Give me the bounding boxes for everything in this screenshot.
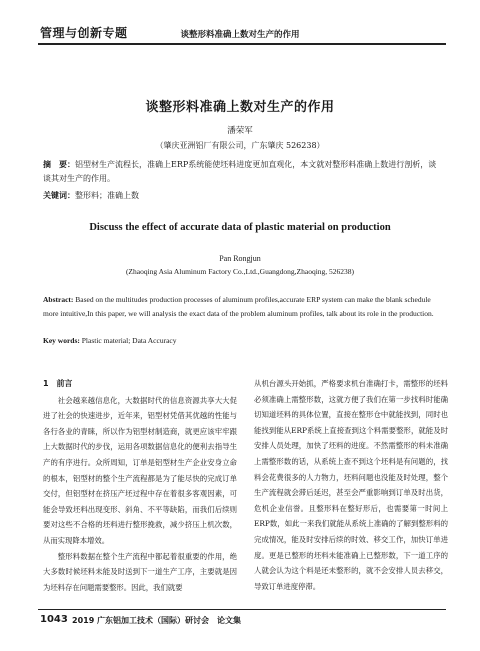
body-paragraph: 社会越来越信息化，大数据时代的信息资源共享大大促进了社会的快速进步，近年来，铝型材凭借其优越的性能与各行各业的青睐，所以作为铝型材制造商，就更应该牢牢跟上大数据时代的步伐，运用各项数据信息化的便利去指导生产的有序进行。众所周知，订单是铝型材生产企业安身立命的根本，铝型材的整个生产流程都是为了能尽快的完成订单交付，但铝型材在挤压产坯过程中存在着很多客观因素，可能会导致坯料出现变形、斜角、不平等缺陷，而我们后续则要对这些不合格的坯料进行整形挽救，减少挤压上机次数，从而实现降本增效。 [43, 395, 237, 545]
keywords-en-text: Plastic material; Data Accuracy [79, 336, 177, 345]
section-heading-intro: 1 前言 [43, 379, 73, 388]
paper-title-en: Discuss the effect of accurate data of plastic material on production [89, 222, 391, 233]
keywords-en [43, 334, 443, 347]
keywords-cn-label: 关键词： [43, 191, 75, 200]
body-column-right [254, 376, 448, 594]
abstract-en-label: Abstract: [43, 295, 74, 304]
footer-conference: 2019 广东铝加工技术（国际）研讨会 论文集 [72, 616, 242, 625]
affiliation-cn: （肇庆亚洲铝厂有限公司，广东肇庆 526238） [155, 141, 325, 150]
body-column-left [43, 376, 237, 595]
page-number: 1043 [40, 614, 68, 625]
header-section-label: 管理与创新专题 [40, 26, 128, 40]
keywords-cn-text: 整形料；准确上数 [75, 191, 139, 200]
paper-title-cn: 谈整形料准确上数对生产的作用 [145, 100, 335, 115]
affiliation-en: (Zhaoqing Asia Aluminum Factory Co.,Ltd.,Guangdong,Zhaoqing, 526238) [125, 267, 355, 276]
author-en: Pan Rongjun [219, 254, 261, 263]
abstract-cn-text: 铝型材生产流程长，准确上ERP系统能使坯料进度更加直观化，本文就对整形料准确上数进行剖析，谈谈其对生产的作用。 [43, 160, 437, 183]
header-running-title: 谈整形料准确上数对生产的作用 [180, 30, 300, 40]
body-paragraph: 从机台源头开始抓，严格要求机台准确打卡，需整形的坯料必须准确上需整形数，这就方便了我们在第一步找料时能确切知道坯料的具体位置，直接在整形仓中就能找到，同时也能找到能从ERP系统上直接查到这个料需要整形，就能及时安排人员处理，加快了坯料的进度。不然需整形的料未准确上需整形数的话，从系统上查不到这个坯料是有问题的，找料会花费很多的人力物力，坯料问题也没能及时处理，整个生产流程就会滞后延迟，甚至会严重影响到订单及时出货，危机企业信誉。且整形料在整好形后，也需要第一时间上ERP数，如此一来我们就能从系统上准确的了解到整形料的完成情况，能及时安排后续的时效、移交工作，加快订单进度。更是已整形的坯料未能准确上已整形数，下一道工序的人就会认为这个料是还未整形的，就不会安排人员去移交，导致订单进度停滞。 [254, 379, 448, 591]
header-rule [38, 43, 446, 45]
footer-rule [38, 609, 446, 610]
body-paragraph: 整形料数据在整个生产流程中都起着很重要的作用，绝大多数时候坯料未能及时送到下一道生产工序，主要就是因为坯料存在问题需要整形。因此，我们就要 [43, 551, 237, 592]
abstract-cn-label: 摘 要： [43, 160, 75, 169]
keywords-en-label: Key words: [43, 336, 80, 345]
abstract-en-text: Based on the multitudes production processes of aluminum profiles,accurate ERP system can make the blank schedule more intuitive,In this paper, we will analysis the exact data of the problem aluminum profiles, talk about its role in the production. [43, 295, 434, 318]
keywords-cn [43, 189, 443, 203]
abstract-en [43, 293, 443, 320]
author-cn: 潘荣军 [227, 126, 253, 136]
abstract-cn [43, 158, 443, 186]
